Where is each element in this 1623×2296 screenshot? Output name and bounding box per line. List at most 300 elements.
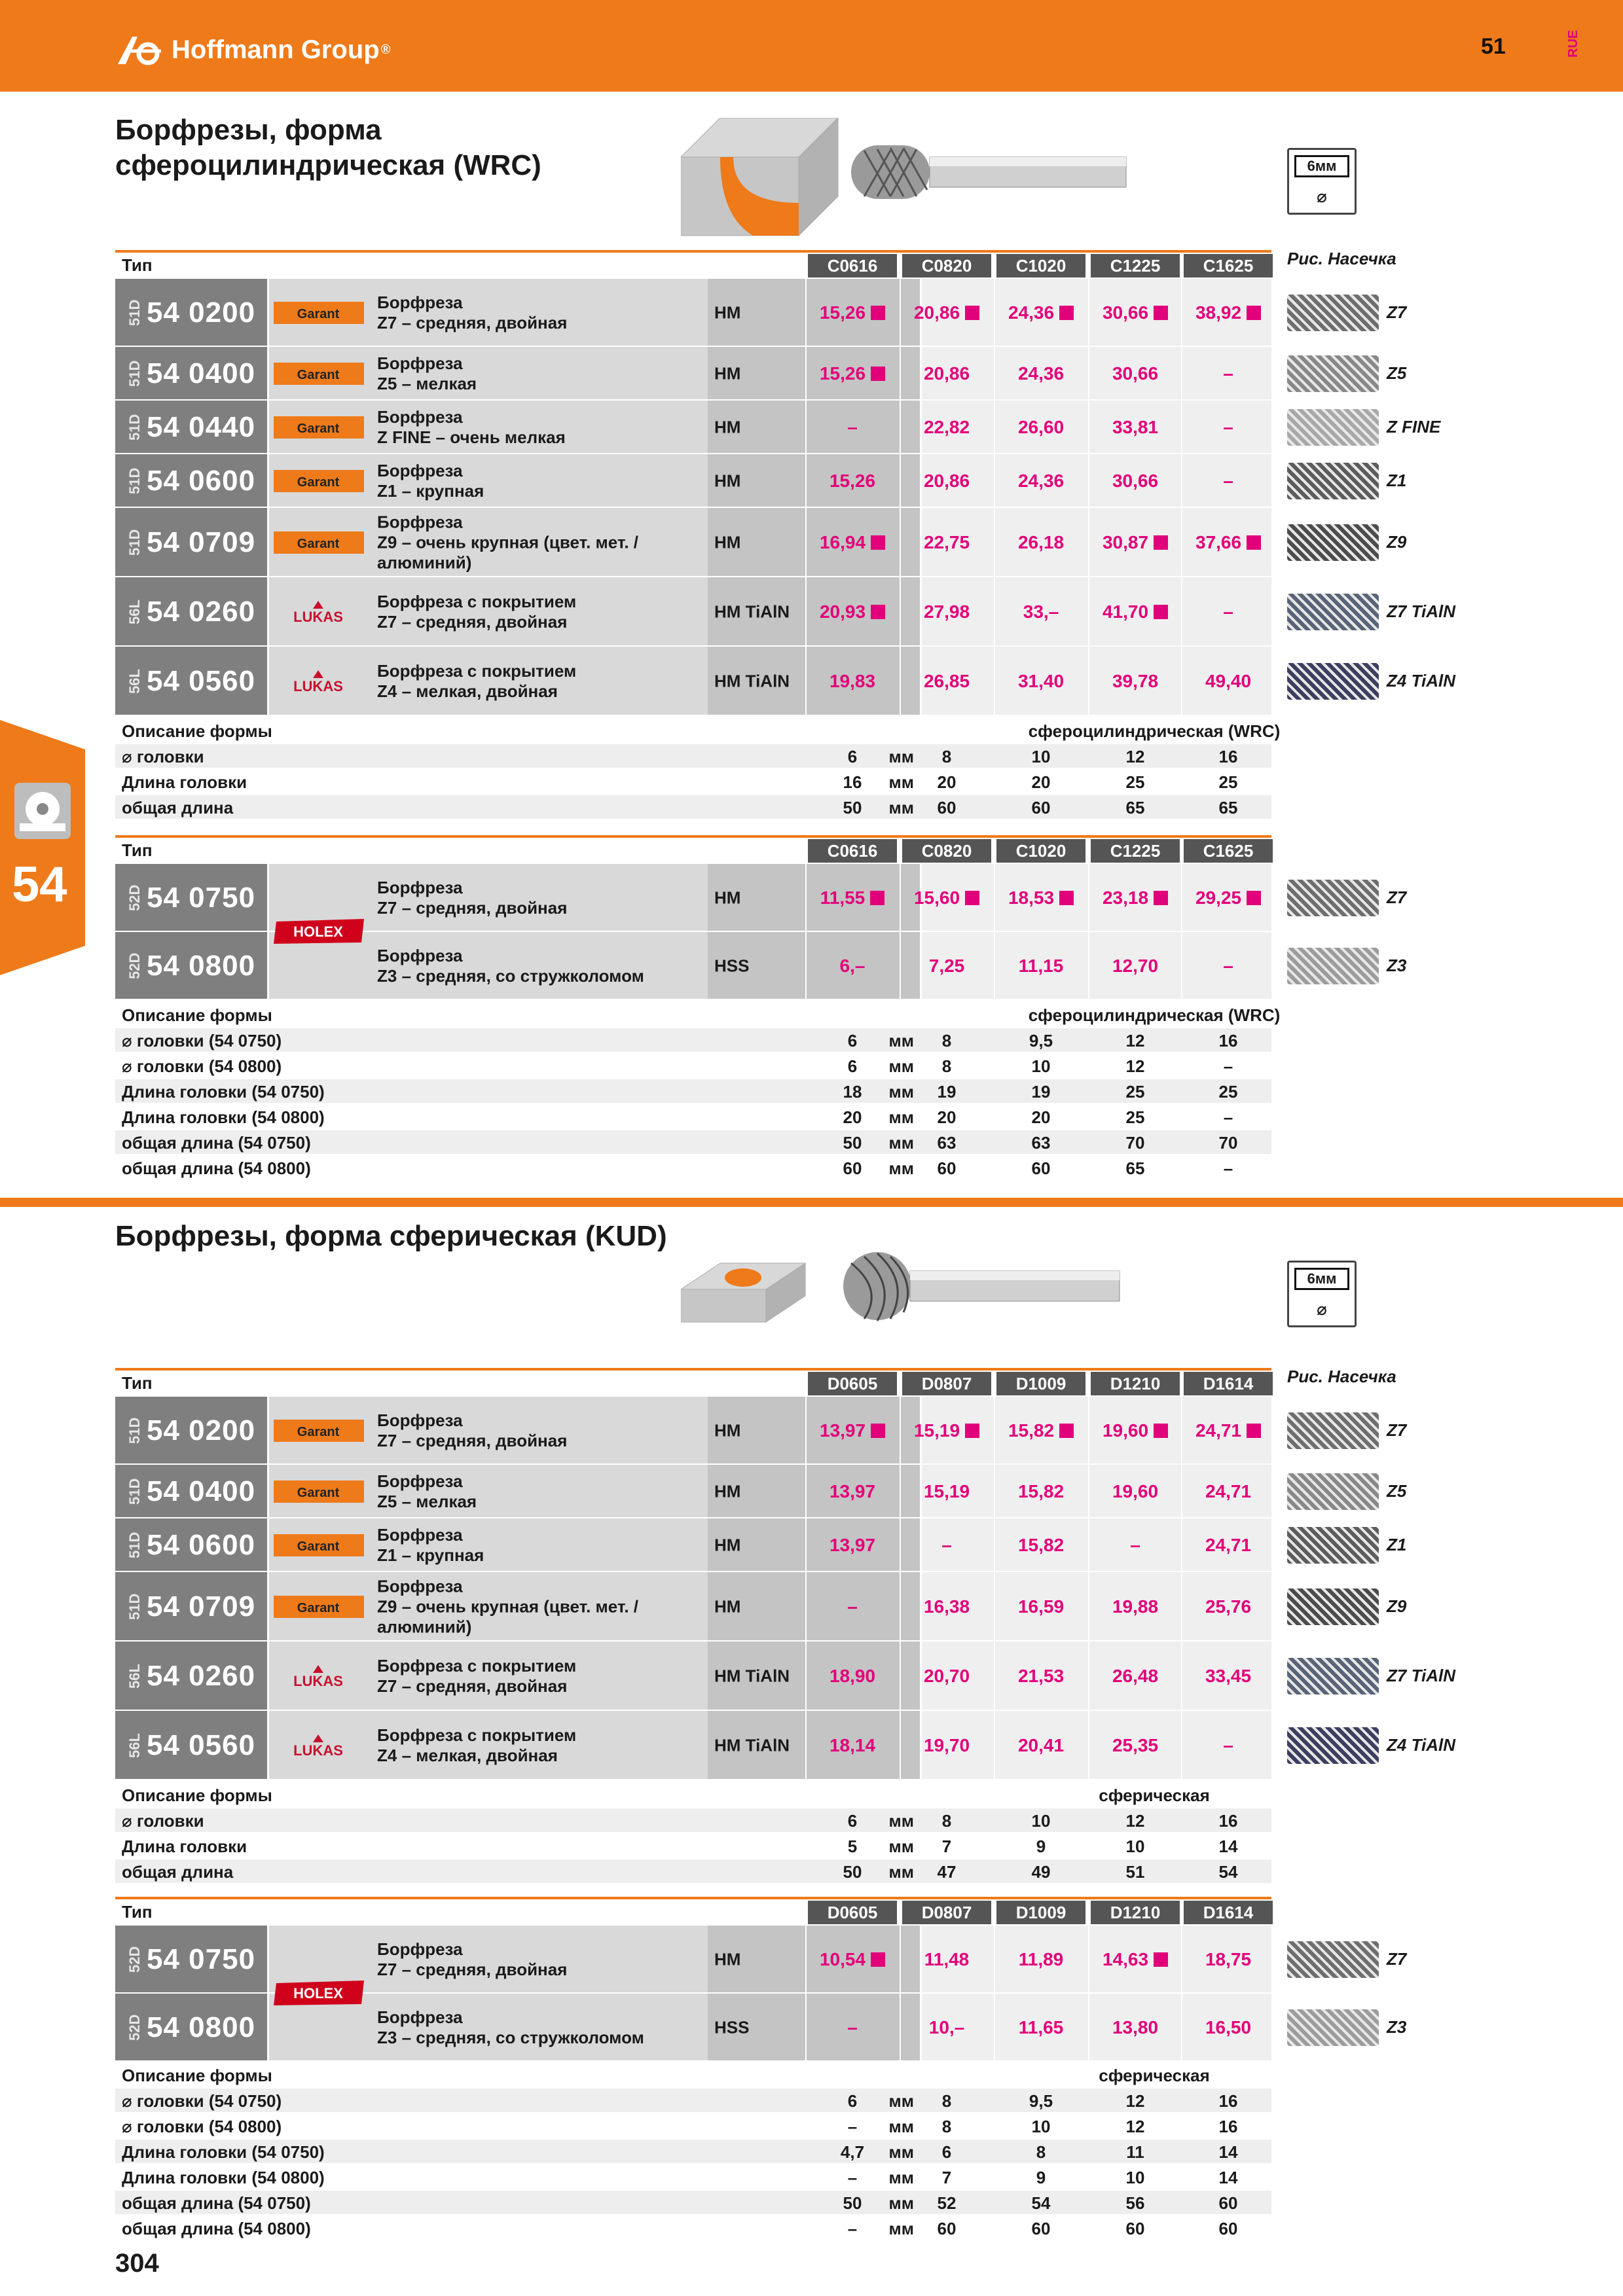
- pattern-column-header: Рис. Насечка: [1287, 1367, 1396, 1386]
- price-value[interactable]: [995, 417, 1087, 438]
- group-code: 51D: [126, 1417, 143, 1444]
- description-line2: Z FINE – очень мелкая: [377, 427, 566, 447]
- price-text: 15,82: [1017, 1535, 1065, 1555]
- price-value[interactable]: [1089, 471, 1181, 492]
- group-code: 56L: [126, 1664, 143, 1689]
- price-value[interactable]: [995, 1949, 1087, 1970]
- article-number[interactable]: 54 0600: [147, 1529, 256, 1561]
- spec-value: 16: [1218, 2091, 1238, 2111]
- header-rule: [115, 835, 1271, 838]
- article-number[interactable]: 54 0800: [147, 2011, 256, 2043]
- price-value[interactable]: [995, 1596, 1087, 1617]
- spec-value: 54: [1218, 1862, 1238, 1882]
- cut-pattern-image: [1287, 948, 1379, 984]
- description-line1: Борфреза: [377, 1525, 463, 1545]
- group-code: 51D: [126, 360, 143, 387]
- spec-value: 14: [1218, 2168, 1238, 2187]
- size-header: C1020: [996, 254, 1085, 278]
- spec-label: Длина головки: [122, 772, 247, 792]
- spec-row-rule: [115, 2189, 1271, 2190]
- article-number[interactable]: 54 0440: [147, 411, 256, 443]
- price-value[interactable]: [901, 532, 993, 553]
- spec-value: 16: [843, 772, 862, 792]
- section1-title-line2: сфероцилиндрическая (WRC): [115, 149, 541, 181]
- spec-value: –: [847, 2219, 858, 2238]
- spec-row: [115, 2191, 1271, 2215]
- price-text: –: [847, 1596, 858, 1617]
- shank-badge-2: [1287, 1261, 1357, 1327]
- price-text: –: [1130, 1535, 1140, 1555]
- holex-logo-icon: [272, 1979, 365, 2007]
- spec-row: [115, 1156, 1271, 1181]
- price-text: 15,82: [1008, 1420, 1055, 1441]
- price-value[interactable]: [995, 302, 1087, 323]
- price-value[interactable]: [1182, 1949, 1274, 1970]
- spec-value: 60: [1218, 2219, 1238, 2238]
- spec-value: 60: [843, 1158, 862, 1178]
- availability-marker: [1154, 605, 1168, 619]
- price-text: 33,–: [1023, 601, 1059, 622]
- availability-marker: [871, 306, 885, 320]
- svg-text:LUKAS: LUKAS: [293, 1673, 343, 1689]
- spec-value: 25: [1125, 1082, 1145, 1102]
- size-header: C1625: [1184, 254, 1273, 278]
- spec-value: 8: [941, 1031, 952, 1050]
- availability-marker: [965, 891, 979, 905]
- price-value[interactable]: [1182, 1420, 1274, 1441]
- spec-row: [115, 1054, 1271, 1079]
- price-text: 18,14: [829, 1735, 876, 1755]
- size-header: D0807: [902, 1372, 991, 1395]
- cut-pattern-image: [1287, 295, 1379, 331]
- cut-pattern-image: [1287, 409, 1379, 446]
- cut-pattern-image: [1287, 1588, 1379, 1625]
- price-value[interactable]: [1089, 302, 1181, 323]
- group-code: 56L: [126, 600, 143, 624]
- article-number[interactable]: 54 0400: [147, 357, 256, 389]
- spec-row: [115, 1130, 1271, 1155]
- material-label: HM: [714, 1596, 741, 1617]
- price-value[interactable]: [807, 2017, 898, 2038]
- description-line1: Борфреза: [377, 878, 463, 897]
- price-text: –: [1223, 471, 1233, 491]
- product-description: [377, 1577, 691, 1638]
- price-text: 12,70: [1112, 956, 1159, 976]
- size-header: D1009: [996, 1372, 1085, 1395]
- article-number[interactable]: 54 0800: [147, 950, 256, 982]
- group-code: 52D: [126, 884, 143, 911]
- spec-unit: мм: [888, 1811, 914, 1831]
- product-description: [377, 293, 691, 333]
- price-value[interactable]: [1089, 1666, 1181, 1687]
- cut-pattern-label: Z5: [1387, 363, 1407, 383]
- spec-row-rule: [115, 1883, 1271, 1884]
- price-value[interactable]: [1089, 1420, 1181, 1441]
- price-text: 16,59: [1017, 1596, 1065, 1617]
- price-value[interactable]: [995, 1735, 1087, 1756]
- price-value[interactable]: [807, 302, 898, 323]
- availability-marker: [965, 1424, 979, 1438]
- price-value[interactable]: [1182, 532, 1274, 553]
- price-value[interactable]: [901, 302, 993, 323]
- price-value[interactable]: [807, 671, 898, 692]
- brand-logo: [272, 668, 365, 695]
- spec-value: 25: [1125, 772, 1145, 792]
- spec-value: 63: [937, 1133, 957, 1153]
- price-text: 26,85: [923, 671, 970, 691]
- spec-value: 25: [1218, 1082, 1238, 1102]
- product-description: [377, 461, 691, 501]
- price-value[interactable]: [995, 671, 1087, 692]
- price-value[interactable]: [995, 1481, 1087, 1502]
- product-description: [377, 946, 691, 986]
- cut-pattern-label: Z1: [1387, 1535, 1407, 1554]
- price-value[interactable]: [807, 1535, 898, 1556]
- material-label: HM: [714, 532, 741, 552]
- spec-value: 60: [1031, 798, 1051, 817]
- price-value[interactable]: [1182, 302, 1274, 323]
- shape-description: сферическая: [1099, 2066, 1210, 2085]
- price-text: 24,36: [1017, 471, 1065, 491]
- group-code: 52D: [126, 2014, 143, 2041]
- cut-pattern-image: [1287, 880, 1379, 916]
- price-value[interactable]: [807, 363, 898, 384]
- price-value[interactable]: [1182, 1535, 1274, 1556]
- size-header: D0605: [808, 1372, 897, 1395]
- price-value[interactable]: [901, 471, 993, 492]
- price-value[interactable]: [901, 956, 993, 977]
- price-value[interactable]: [807, 956, 898, 977]
- price-value[interactable]: [901, 2017, 993, 2038]
- size-header: D1614: [1184, 1372, 1273, 1395]
- article-number[interactable]: 54 0750: [147, 1943, 256, 1975]
- spec-row: [115, 719, 1281, 744]
- spec-row: [115, 1105, 1271, 1130]
- spec-unit: мм: [888, 1133, 914, 1153]
- price-value[interactable]: [1089, 1735, 1181, 1756]
- price-text: 24,36: [1017, 363, 1065, 384]
- price-value[interactable]: [807, 888, 898, 908]
- cut-pattern-image: [1287, 355, 1379, 392]
- price-value[interactable]: [807, 601, 898, 622]
- availability-marker: [1059, 1424, 1074, 1438]
- price-value[interactable]: [901, 1481, 993, 1502]
- price-text: 30,66: [1102, 302, 1149, 323]
- spec-row: [115, 2216, 1271, 2241]
- price-value[interactable]: [1089, 1535, 1181, 1556]
- spec-label: Описание формы: [122, 1005, 272, 1025]
- price-value[interactable]: [1182, 363, 1274, 384]
- product-description: [377, 592, 691, 632]
- spec-value: 8: [941, 1811, 952, 1831]
- price-value[interactable]: [995, 956, 1087, 977]
- group-code: 56L: [126, 1733, 143, 1758]
- spec-value: 16: [1218, 2117, 1238, 2136]
- price-text: 10,54: [819, 1949, 866, 1969]
- spec-value: 56: [1125, 2193, 1145, 2213]
- product-row: [115, 347, 1271, 401]
- price-value[interactable]: [995, 532, 1087, 553]
- price-value[interactable]: [1089, 1949, 1181, 1970]
- price-value[interactable]: [901, 1666, 993, 1687]
- price-value[interactable]: [1182, 1596, 1274, 1617]
- price-value[interactable]: [901, 671, 993, 692]
- price-value[interactable]: [1089, 2017, 1181, 2038]
- price-text: 13,97: [819, 1420, 866, 1441]
- price-value[interactable]: [1182, 601, 1274, 622]
- product-row: [115, 577, 1271, 647]
- price-value[interactable]: [807, 1666, 898, 1687]
- spec-value: 10: [1031, 1811, 1051, 1831]
- spec-value: 5: [847, 1837, 858, 1856]
- price-value[interactable]: [1089, 1481, 1181, 1502]
- price-value[interactable]: [1182, 671, 1274, 692]
- price-value[interactable]: [995, 2017, 1087, 2038]
- spec-value: 20: [937, 772, 957, 792]
- spec-row-rule: [115, 2240, 1271, 2241]
- spec-value: 18: [843, 1082, 862, 1102]
- price-value[interactable]: [1182, 1735, 1274, 1756]
- article-number[interactable]: 54 0600: [147, 465, 256, 497]
- article-number[interactable]: 54 0260: [147, 1660, 256, 1692]
- product-description: [377, 1471, 691, 1512]
- spec-row-rule: [115, 1077, 1271, 1079]
- spec-row-rule: [115, 1857, 1271, 1859]
- description-line1: Борфреза: [377, 512, 463, 532]
- price-value[interactable]: [901, 601, 993, 622]
- price-value[interactable]: [901, 363, 993, 384]
- price-text: 31,40: [1017, 671, 1065, 691]
- article-number[interactable]: 54 0560: [147, 1729, 256, 1761]
- spec-value: 50: [843, 2193, 862, 2213]
- price-value[interactable]: [1089, 1596, 1181, 1617]
- price-value[interactable]: [807, 1420, 898, 1441]
- material-label: HM TiAlN: [714, 1735, 790, 1755]
- price-value[interactable]: [1089, 888, 1181, 908]
- availability-marker: [965, 306, 979, 320]
- product-description: [377, 1525, 691, 1566]
- availability-marker: [1247, 306, 1261, 320]
- price-value[interactable]: [1182, 1481, 1274, 1502]
- svg-text:Garant: Garant: [297, 1425, 340, 1439]
- spec-value: 60: [1031, 2219, 1051, 2238]
- availability-marker: [1154, 306, 1168, 320]
- size-header: D1210: [1091, 1372, 1180, 1395]
- product-description: [377, 407, 691, 448]
- price-text: 16,38: [923, 1596, 970, 1617]
- brand-logo: [272, 529, 365, 556]
- spec-row: [115, 2165, 1271, 2190]
- price-text: 20,93: [819, 601, 866, 622]
- spec-value: 12: [1125, 1811, 1145, 1831]
- price-value[interactable]: [995, 888, 1087, 908]
- price-text: 18,53: [1008, 888, 1055, 908]
- price-value[interactable]: [807, 417, 898, 438]
- description-line1: Борфреза: [377, 353, 463, 373]
- spec-value: 54: [1031, 2193, 1051, 2213]
- description-line2: Z5 – мелкая: [377, 374, 477, 393]
- spec-value: 6: [847, 1031, 858, 1050]
- price-value[interactable]: [901, 1949, 993, 1970]
- price-text: 15,26: [829, 471, 876, 491]
- price-text: 15,82: [1017, 1481, 1065, 1501]
- spec-unit: мм: [888, 1862, 914, 1882]
- price-value[interactable]: [1182, 888, 1274, 908]
- price-value[interactable]: [1089, 956, 1181, 977]
- size-header: D1614: [1184, 1901, 1273, 1924]
- spec-row-rule: [115, 2112, 1271, 2113]
- spec-value: 60: [937, 1158, 957, 1178]
- price-value[interactable]: [901, 1535, 993, 1556]
- description-line3: алюминий): [377, 1617, 472, 1637]
- group-code: 51D: [126, 467, 143, 494]
- description-line1: Борфреза: [377, 946, 463, 965]
- price-value[interactable]: [1182, 956, 1274, 977]
- size-header: C0616: [808, 839, 897, 863]
- price-value[interactable]: [901, 1735, 993, 1756]
- spec-unit: мм: [888, 1082, 914, 1102]
- description-line2: Z7 – средняя, двойная: [377, 313, 568, 332]
- spec-value: 14: [1218, 1837, 1238, 1856]
- spec-row: [115, 1003, 1281, 1028]
- price-value[interactable]: [807, 471, 898, 492]
- spec-row-rule: [115, 742, 1271, 744]
- article-number[interactable]: 54 0200: [147, 1414, 256, 1446]
- svg-text:Garant: Garant: [297, 537, 340, 551]
- article-number[interactable]: 54 0560: [147, 665, 256, 697]
- availability-marker: [1059, 306, 1074, 320]
- price-value[interactable]: [1182, 2017, 1274, 2038]
- description-line1: Борфреза: [377, 1576, 463, 1596]
- group-code: 51D: [126, 414, 143, 440]
- row-separator: [115, 999, 1271, 1001]
- price-value[interactable]: [901, 1596, 993, 1617]
- price-value[interactable]: [1182, 417, 1274, 438]
- lukas-logo-icon: [272, 1662, 365, 1690]
- price-value[interactable]: [901, 888, 993, 908]
- spec-row: [115, 770, 1271, 795]
- cut-pattern-label: Z3: [1387, 2017, 1407, 2037]
- group-code: 51D: [126, 1478, 143, 1505]
- spec-value: 12: [1125, 1031, 1145, 1050]
- price-value[interactable]: [995, 601, 1087, 622]
- pattern-column-header: Рис. Насечка: [1287, 249, 1396, 268]
- description-line1: Борфреза: [377, 2007, 463, 2027]
- size-header: D0605: [808, 1901, 897, 1924]
- cut-pattern-image: [1287, 463, 1379, 499]
- price-value[interactable]: [1089, 363, 1181, 384]
- cut-pattern-image: [1287, 1527, 1379, 1564]
- article-number[interactable]: 54 0260: [147, 596, 256, 628]
- brand-logo: [272, 1979, 365, 2007]
- spec-value: 65: [1125, 1158, 1145, 1178]
- group-code: 52D: [126, 1946, 143, 1973]
- spec-row: [115, 2140, 1271, 2164]
- price-value[interactable]: [1089, 532, 1181, 553]
- product-row: [115, 1465, 1271, 1518]
- article-number[interactable]: 54 0709: [147, 526, 256, 558]
- size-header: D1210: [1091, 1901, 1180, 1924]
- description-line1: Борфреза с покрытием: [377, 1725, 577, 1745]
- product-description: [377, 2007, 691, 2048]
- price-value[interactable]: [807, 1596, 898, 1617]
- spec-value: 52: [937, 2193, 957, 2213]
- spec-value: 11: [1126, 2142, 1144, 2162]
- price-text: 21,53: [1017, 1666, 1065, 1686]
- availability-marker: [1059, 891, 1074, 905]
- article-number[interactable]: 54 0400: [147, 1475, 256, 1507]
- spec-row-rule: [115, 2163, 1271, 2164]
- spec-value: 60: [1218, 2193, 1238, 2213]
- availability-marker: [1154, 891, 1168, 905]
- price-text: 11,15: [1018, 956, 1064, 976]
- material-label: HM: [714, 471, 741, 491]
- cut-pattern-label: Z4 TiAlN: [1387, 1735, 1455, 1755]
- spec-row-rule: [115, 793, 1271, 795]
- description-line1: Борфреза: [377, 1471, 463, 1491]
- price-text: 13,97: [829, 1481, 876, 1501]
- brand-logo: [272, 918, 365, 945]
- group-code: 51D: [126, 529, 143, 556]
- price-value[interactable]: [807, 1481, 898, 1502]
- spec-value: 8: [941, 1056, 952, 1076]
- price-value[interactable]: [1089, 601, 1181, 622]
- price-value[interactable]: [901, 1420, 993, 1441]
- price-value[interactable]: [901, 417, 993, 438]
- price-value[interactable]: [995, 471, 1087, 492]
- price-value[interactable]: [995, 1666, 1087, 1687]
- price-value[interactable]: [1089, 417, 1181, 438]
- price-text: 19,60: [1112, 1481, 1159, 1501]
- price-value[interactable]: [807, 532, 898, 553]
- article-number[interactable]: 54 0709: [147, 1590, 256, 1623]
- spec-value: –: [1223, 1107, 1233, 1127]
- price-value[interactable]: [995, 1535, 1087, 1556]
- product-row: [115, 647, 1271, 716]
- spec-value: 10: [1125, 1837, 1145, 1856]
- svg-text:Garant: Garant: [297, 1539, 340, 1554]
- size-header: D0807: [902, 1901, 991, 1924]
- price-text: 13,97: [829, 1535, 876, 1555]
- price-text: 19,60: [1102, 1420, 1149, 1441]
- spec-label: общая длина (54 0750): [122, 2193, 311, 2213]
- spec-value: 7: [941, 1837, 952, 1856]
- price-value[interactable]: [995, 1420, 1087, 1441]
- spec-row-rule: [115, 1103, 1271, 1104]
- row-separator: [115, 2060, 1271, 2062]
- price-value[interactable]: [807, 1949, 898, 1970]
- cut-pattern-label: Z9: [1387, 1596, 1407, 1616]
- price-text: 13,80: [1112, 2017, 1159, 2037]
- spec-row-rule: [115, 1179, 1271, 1181]
- price-text: 26,18: [1017, 532, 1065, 552]
- price-value[interactable]: [995, 363, 1087, 384]
- spec-label: Длина головки (54 0750): [122, 1082, 325, 1102]
- price-value[interactable]: [1182, 1666, 1274, 1687]
- price-value[interactable]: [1182, 471, 1274, 492]
- price-text: 30,66: [1112, 363, 1159, 384]
- size-header: C0820: [902, 254, 991, 278]
- group-code: 52D: [126, 952, 143, 979]
- holex-logo-icon: [272, 918, 365, 945]
- spec-value: 8: [941, 2091, 952, 2111]
- article-number[interactable]: 54 0750: [147, 882, 256, 914]
- article-number[interactable]: 54 0200: [147, 296, 256, 329]
- spec-row-rule: [115, 1832, 1271, 1833]
- price-value[interactable]: [807, 1735, 898, 1756]
- spec-unit: мм: [888, 2091, 914, 2111]
- price-value[interactable]: [1089, 671, 1181, 692]
